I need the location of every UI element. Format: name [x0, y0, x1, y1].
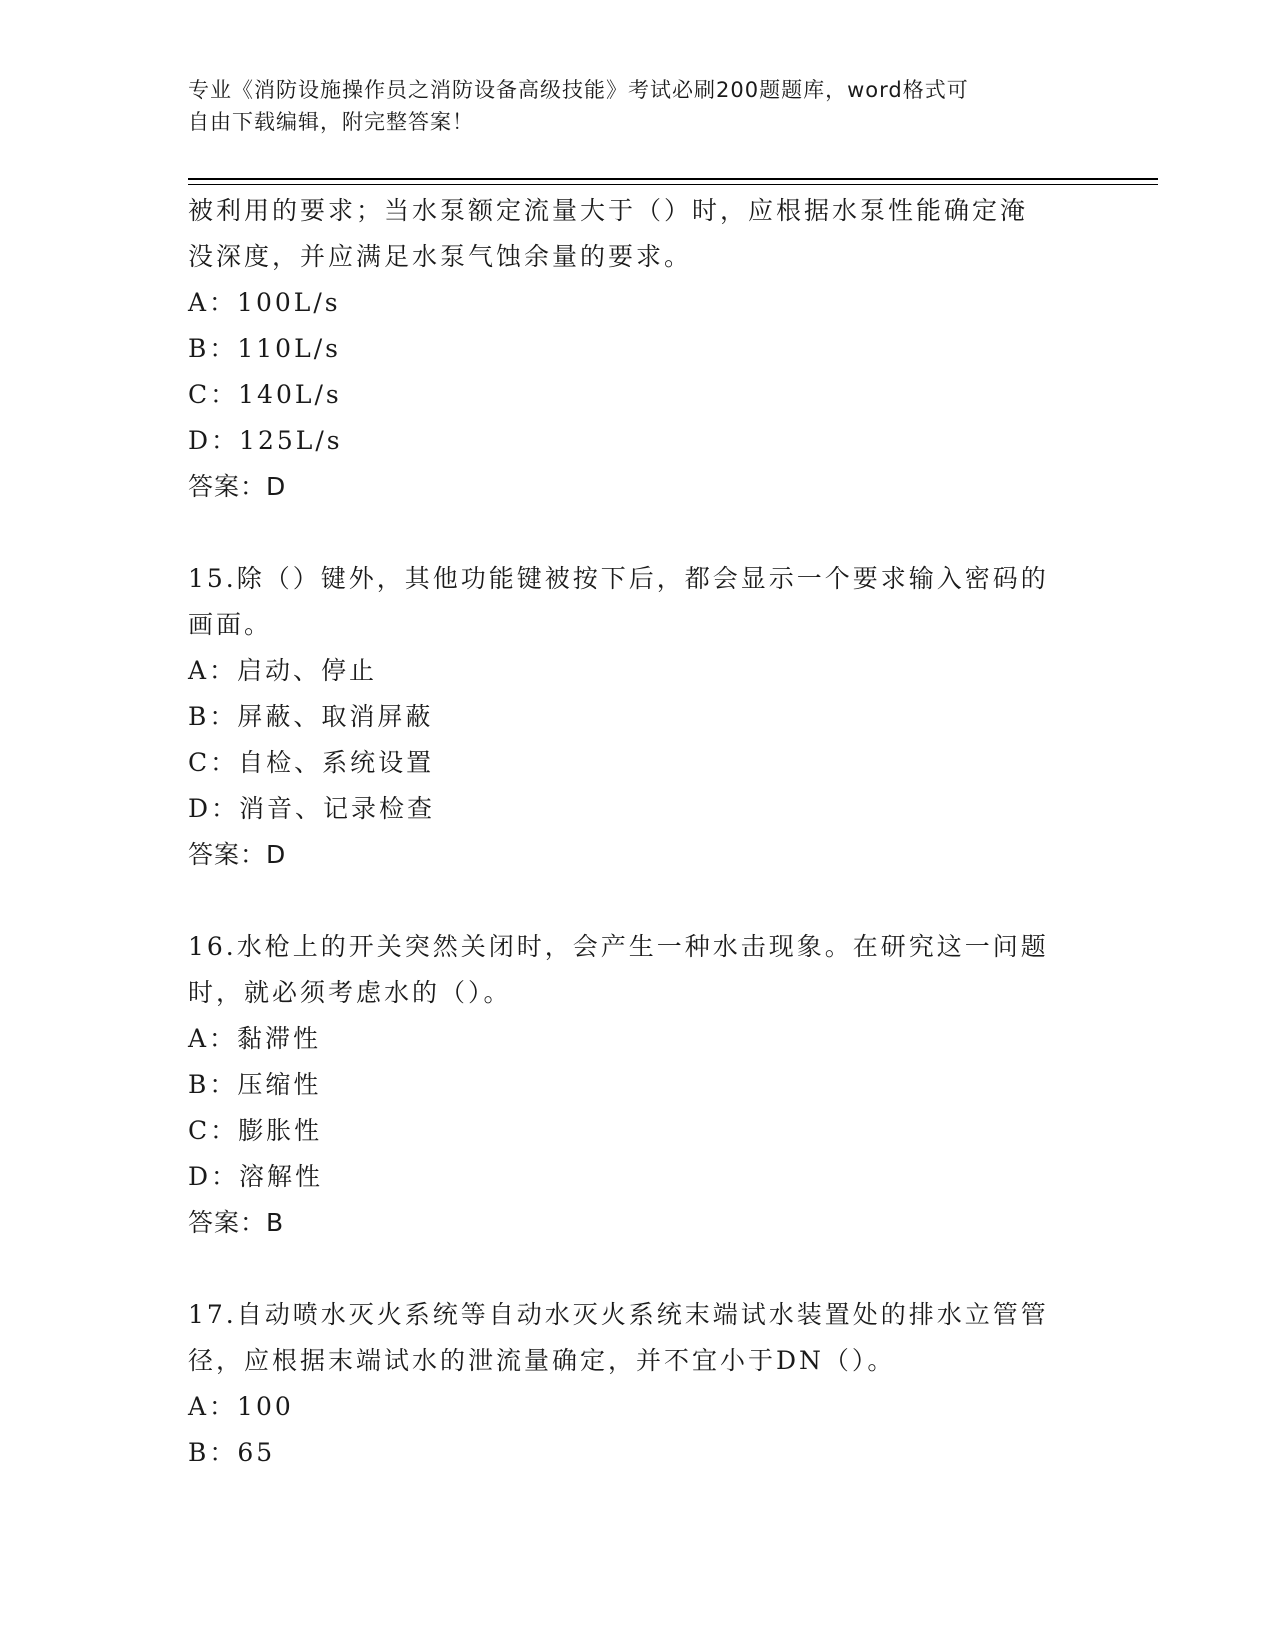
question-spacer [188, 1246, 1108, 1292]
option-b: B：65 [188, 1438, 276, 1467]
question-17 [188, 1292, 1108, 1476]
question-spacer [188, 878, 1108, 924]
option-a: A：100 [188, 1392, 294, 1421]
option-a: A：启动、停止 [188, 656, 378, 685]
header-divider-thick [188, 178, 1158, 180]
question-continuation [188, 188, 1108, 510]
option-d: D：溶解性 [188, 1162, 324, 1191]
header-line-2: 自由下载编辑，附完整答案！ [188, 110, 474, 134]
question-15 [188, 556, 1108, 878]
question-stem-line: 时，就必须考虑水的（）。 [188, 978, 512, 1007]
option-b: B：屏蔽、取消屏蔽 [188, 702, 434, 731]
question-stem-line: 画面。 [188, 610, 273, 639]
option-c: C：140L/s [188, 380, 342, 409]
option-c: C：膨胀性 [188, 1116, 323, 1145]
option-d: D：125L/s [188, 426, 343, 455]
question-stem-line: 17.自动喷水灭火系统等自动水灭火系统末端试水装置处的排水立管管 [188, 1300, 1049, 1329]
question-stem-line: 被利用的要求；当水泵额定流量大于（）时，应根据水泵性能确定淹 [188, 196, 1029, 225]
option-a: A：100L/s [188, 288, 341, 317]
answer-line: 答案：B [188, 1208, 285, 1237]
question-spacer [188, 510, 1108, 556]
answer-line: 答案：D [188, 840, 287, 869]
document-header [188, 74, 1088, 138]
option-c: C：自检、系统设置 [188, 748, 435, 777]
question-content [188, 188, 1108, 1476]
answer-line: 答案：D [188, 472, 287, 501]
option-d: D：消音、记录检查 [188, 794, 436, 823]
question-16 [188, 924, 1108, 1246]
question-stem-line: 16.水枪上的开关突然关闭时，会产生一种水击现象。在研究这一问题 [188, 932, 1049, 961]
question-stem-line: 15.除（）键外，其他功能键被按下后，都会显示一个要求输入密码的 [188, 564, 1049, 593]
header-line-1: 专业《消防设施操作员之消防设备高级技能》考试必刷200题题库，word格式可 [188, 78, 969, 102]
question-stem-line: 没深度，并应满足水泵气蚀余量的要求。 [188, 242, 693, 271]
header-divider-thin [188, 184, 1158, 185]
question-stem-line: 径，应根据末端试水的泄流量确定，并不宜小于DN（）。 [188, 1346, 896, 1375]
option-b: B：110L/s [188, 334, 341, 363]
option-a: A：黏滞性 [188, 1024, 322, 1053]
option-b: B：压缩性 [188, 1070, 322, 1099]
